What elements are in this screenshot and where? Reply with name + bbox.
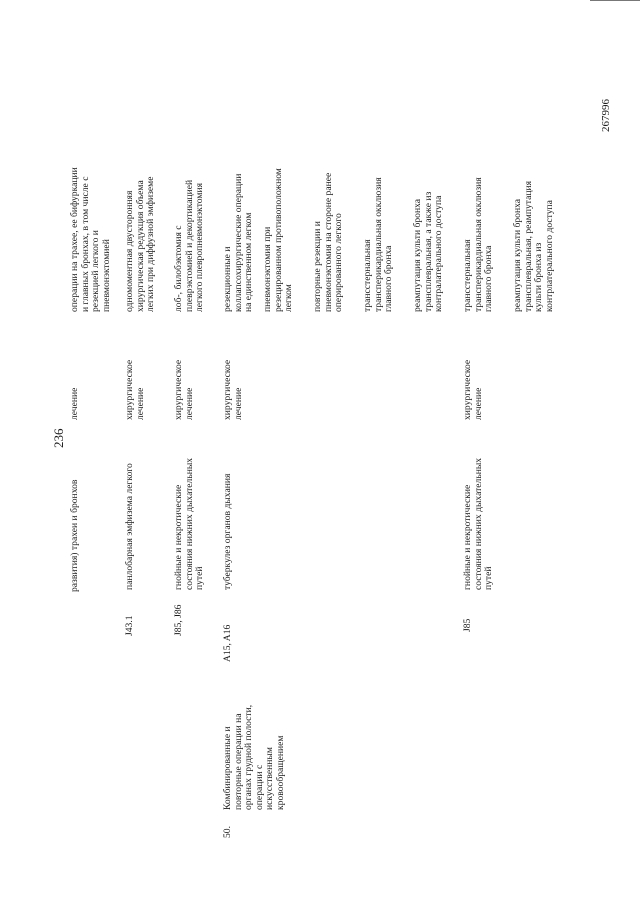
group-continuation: развития) трахеи и бронхов — [69, 479, 80, 592]
row-number-50: 50. — [222, 826, 233, 838]
diagnosis-tuberculosis: туберкулез органов дыхания — [222, 473, 233, 590]
treatment-j85-1: трансстернальная трансперикардиальная окклюзия главного бронха — [462, 177, 495, 312]
treatment-j85-j86: лоб-, билобэктомия с плеврэктомией и декортикацией легкого плевропневмонэктомия — [173, 179, 206, 312]
treatment-50-5: реампутация культи бронха трансплевральная, а также из контралатерального доступа — [412, 191, 445, 312]
treatment-j85-2: реампутация культи бронха трансплевральная, реампутация культи бронха из контрлатерального доступа — [512, 180, 555, 312]
method-j43: хирургическое лечение — [124, 359, 146, 420]
treatment-j43: одномоментная двусторонняя хирургическая редукция объема легких при диффузной эмфиземе — [124, 176, 157, 312]
code-a15-a16: A15, A16 — [222, 624, 233, 662]
method-continuation: лечение — [69, 387, 80, 420]
treatment-continuation: операции на трахее, ее бифуркации и главных бронхах, в том числе с резекцией легкого и пневмонэктомией — [69, 167, 112, 312]
treatment-50-2: пневмонэктомия при резецированном противоположном легком — [262, 168, 295, 312]
diagnosis-j43: панлобарная эмфизема легкого — [124, 463, 135, 590]
code-j85: J85 — [462, 618, 473, 632]
corner-rule — [590, 0, 640, 1]
document-number: 267996 — [600, 99, 612, 132]
group-title-50: Комбинированные и повторные операции на органах грудной полости, операции с искусственным кровообращением — [222, 704, 286, 810]
method-j85: хирургическое лечение — [462, 359, 484, 420]
diagnosis-j85: гнойные и некротические состояния нижних дыхательных путей — [462, 457, 495, 590]
treatment-50-4: трансстернальная трансперикардиальная окклюзия главного бронха — [362, 177, 395, 312]
code-j43: J43.1 — [124, 615, 135, 636]
page-number: 236 — [51, 428, 66, 448]
diagnosis-j85-j86: гнойные и некротические состояния нижних дыхательных путей — [173, 457, 206, 590]
treatment-50-1: резекционные и коллапсохирургические операции на единственном легком — [222, 173, 255, 312]
method-j85-j86: хирургическое лечение — [173, 359, 195, 420]
method-50: хирургическое лечение — [222, 359, 244, 420]
treatment-50-3: повторные резекции и пневмонэктомия на стороне ранее оперированного легкого — [312, 172, 345, 312]
code-j85-j86: J85, J86 — [173, 604, 184, 636]
